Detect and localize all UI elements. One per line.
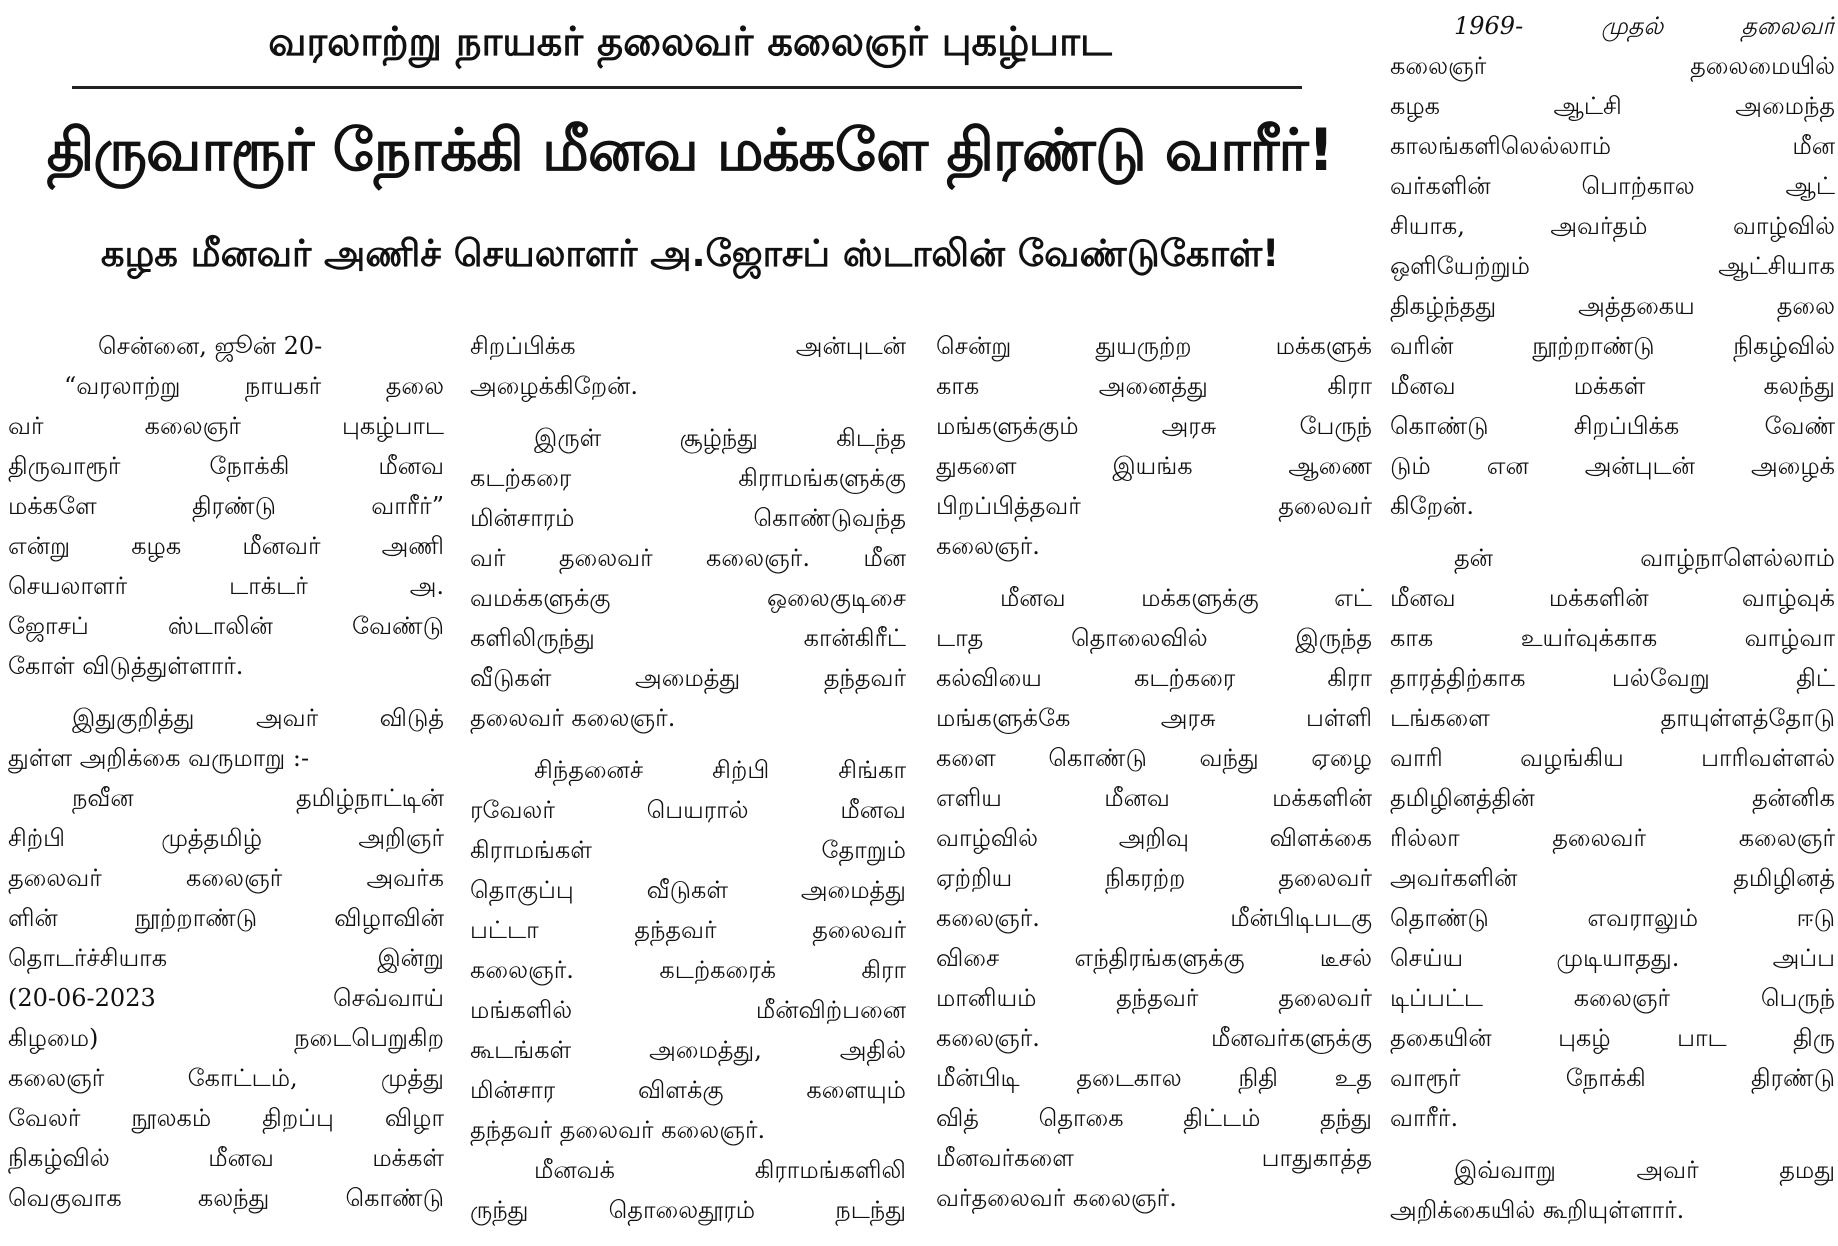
text-line: “வரலாற்று நாயகர் தலை xyxy=(64,372,444,400)
text-line: காலங்களிலெல்லாம் மீன xyxy=(1390,132,1835,160)
text-line: கலைஞர். மீனவர்களுக்கு xyxy=(936,1024,1372,1052)
text-line: தலைவர் கலைஞர் அவர்க xyxy=(8,864,444,892)
text-line: என்று கழக மீனவர் அணி xyxy=(8,532,444,560)
text-line: கிழமை) நடைபெறுகிற xyxy=(8,1024,444,1052)
text-line: ஜோசப் ஸ்டாலின் வேண்டு xyxy=(8,612,444,640)
text-line: ரில்லா தலைவர் கலைஞர் xyxy=(1390,824,1835,852)
text-line: திருவாரூர் நோக்கி மீனவ xyxy=(8,452,444,480)
text-line: மக்களே திரண்டு வாரீர்” xyxy=(8,492,444,520)
article-kicker: வரலாற்று நாயகர் தலைவர் கலைஞர் புகழ்பாட xyxy=(268,19,1112,65)
text-line: மீன்பிடி தடைகால நிதி உத xyxy=(936,1064,1372,1092)
text-line: மீனவ மக்களுக்கு எட் xyxy=(1000,584,1372,612)
text-line: துள்ள அறிக்கை வருமாறு :- xyxy=(8,744,310,772)
text-line: தாரத்திற்காக பல்வேறு திட் xyxy=(1390,664,1835,692)
text-line: மின்சாரம் கொண்டுவந்த xyxy=(470,504,906,532)
text-line: சிற்பி முத்தமிழ் அறிஞர் xyxy=(8,824,444,852)
text-line: கலைஞர். xyxy=(936,532,1040,560)
text-line: கூடங்கள் அமைத்து, அதில் xyxy=(470,1036,906,1064)
text-line: களிலிருந்து கான்கிரீட் xyxy=(470,624,906,652)
text-line: சிந்தனைச் சிற்பி சிங்கா xyxy=(534,756,906,784)
text-line: வமக்களுக்கு ஒலைகுடிசை xyxy=(470,584,906,612)
article-column-1 xyxy=(8,326,444,1218)
text-line: மீனவர்களை பாதுகாத்த xyxy=(936,1144,1372,1172)
text-line: ருந்து தொலைதூரம் நடந்து xyxy=(470,1196,906,1224)
text-line: மானியம் தந்தவர் தலைவர் xyxy=(936,984,1372,1012)
text-line: கடற்கரை கிராமங்களுக்கு xyxy=(470,464,906,492)
text-line: வாரூர் நோக்கி திரண்டு xyxy=(1390,1064,1835,1092)
text-line: ளின் நூற்றாண்டு விழாவின் xyxy=(8,904,444,932)
text-line: டங்களை தாயுள்ளத்தோடு xyxy=(1390,704,1835,732)
text-line: கொண்டு சிறப்பிக்க வேண் xyxy=(1390,412,1835,440)
text-line: மங்களுக்கே அரசு பள்ளி xyxy=(936,704,1372,732)
article-column-2 xyxy=(470,326,906,1230)
text-line: சென்று துயருற்ற மக்களுக் xyxy=(936,332,1372,360)
text-line: எளிய மீனவ மக்களின் xyxy=(936,784,1372,812)
text-line: ஒளியேற்றும் ஆட்சியாக xyxy=(1390,252,1835,280)
text-line: களை கொண்டு வந்து ஏழை xyxy=(936,744,1372,772)
article-column-4 xyxy=(1390,6,1835,1230)
text-line: திகழ்ந்தது அத்தகைய தலை xyxy=(1390,292,1835,320)
text-line: வர் கலைஞர் புகழ்பாட xyxy=(8,412,444,440)
text-line: கலைஞர் தலைமையில் xyxy=(1390,52,1835,80)
text-line: வாழ்வில் அறிவு விளக்கை xyxy=(936,824,1372,852)
article-column-3 xyxy=(936,326,1372,1218)
text-line: கலைஞர் கோட்டம், முத்து xyxy=(8,1064,444,1092)
text-line: மீனவ மக்கள் கலந்து xyxy=(1390,372,1835,400)
text-line: தொகுப்பு வீடுகள் அமைத்து xyxy=(470,876,906,904)
text-line: அறிக்கையில் கூறியுள்ளார். xyxy=(1390,1196,1685,1224)
text-line: கோள் விடுத்துள்ளார். xyxy=(8,652,244,680)
text-line: வீடுகள் அமைத்து தந்தவர் xyxy=(470,664,906,692)
text-line: டும் என அன்புடன் அழைக் xyxy=(1390,452,1835,480)
text-line: தொடர்ச்சியாக இன்று xyxy=(8,944,444,972)
text-line: பட்டா தந்தவர் தலைவர் xyxy=(470,916,906,944)
text-line: வித் தொகை திட்டம் தந்து xyxy=(936,1104,1372,1132)
text-line: மங்களில் மீன்விற்பனை xyxy=(470,996,906,1024)
text-line: (20-06-2023 செவ்வாய் xyxy=(8,984,444,1012)
kicker-rule xyxy=(72,86,1302,89)
text-line: காக உயர்வுக்காக வாழ்வா xyxy=(1390,624,1835,652)
text-line: வர்களின் பொற்கால ஆட் xyxy=(1390,172,1835,200)
text-line: தன் வாழ்நாளெல்லாம் xyxy=(1454,544,1835,572)
text-line: நவீன தமிழ்நாட்டின் xyxy=(72,784,444,812)
text-line: வரின் நூற்றாண்டு நிகழ்வில் xyxy=(1390,332,1835,360)
text-line: பிறப்பித்தவர் தலைவர் xyxy=(936,492,1372,520)
text-line: மீனவ மக்களின் வாழ்வுக் xyxy=(1390,584,1835,612)
text-line: தொண்டு எவராலும் ஈடு xyxy=(1390,904,1835,932)
text-line: செயலாளர் டாக்டர் அ. xyxy=(8,572,444,600)
text-line: வெகுவாக கலந்து கொண்டு xyxy=(8,1184,444,1212)
text-line: காக அனைத்து கிரா xyxy=(936,372,1372,400)
text-line: தமிழினத்தின் தன்னிக xyxy=(1390,784,1835,812)
text-line: சியாக, அவர்தம் வாழ்வில் xyxy=(1390,212,1835,240)
article-subhead: கழக மீனவர் அணிச் செயலாளர் அ.ஜோசப் ஸ்டாலின் வேண்டுகோள்! xyxy=(100,232,1280,275)
text-line: இருள் சூழ்ந்து கிடந்த xyxy=(534,424,906,452)
text-line: கல்வியை கடற்கரை கிரா xyxy=(936,664,1372,692)
text-line: வர் தலைவர் கலைஞர். மீன xyxy=(470,544,906,572)
text-line: மங்களுக்கும் அரசு பேருந் xyxy=(936,412,1372,440)
text-line: அழைக்கிறேன். xyxy=(470,372,638,400)
text-line: அவர்களின் தமிழினத் xyxy=(1390,864,1835,892)
text-line: தந்தவர் தலைவர் கலைஞர். xyxy=(470,1116,766,1144)
text-line: வர்தலைவர் கலைஞர். xyxy=(936,1184,1177,1212)
text-line: ஏற்றிய நிகரற்ற தலைவர் xyxy=(936,864,1372,892)
text-line: மீனவக் கிராமங்களிலி xyxy=(534,1156,906,1184)
text-line: டிப்பட்ட கலைஞர் பெருந் xyxy=(1390,984,1835,1012)
text-line: வேலர் நூலகம் திறப்பு விழா xyxy=(8,1104,444,1132)
text-line: கிராமங்கள் தோறும் xyxy=(470,836,906,864)
text-line: இவ்வாறு அவர் தமது xyxy=(1454,1156,1835,1184)
text-line: கலைஞர். மீன்பிடிபடகு xyxy=(936,904,1372,932)
text-line: இதுகுறித்து அவர் விடுத் xyxy=(72,704,444,732)
text-line: தகையின் புகழ் பாட திரு xyxy=(1390,1024,1835,1052)
text-line: ரவேலர் பெயரால் மீனவ xyxy=(470,796,906,824)
text-line: வாரி வழங்கிய பாரிவள்ளல் xyxy=(1390,744,1835,772)
text-line: சிறப்பிக்க அன்புடன் xyxy=(470,332,906,360)
text-line: கிறேன். xyxy=(1390,492,1474,520)
text-line: டாத தொலைவில் இருந்த xyxy=(936,624,1372,652)
text-line: விசை எந்திரங்களுக்கு டீசல் xyxy=(936,944,1372,972)
text-line: 1969- முதல் தலைவர் xyxy=(1454,12,1835,40)
article-headline: திருவாரூர் நோக்கி மீனவ மக்களே திரண்டு வாரீர்! xyxy=(46,116,1334,184)
text-line: நிகழ்வில் மீனவ மக்கள் xyxy=(8,1144,444,1172)
text-line: தலைவர் கலைஞர். xyxy=(470,704,676,732)
text-line: மின்சார விளக்கு களையும் xyxy=(470,1076,906,1104)
text-line: துகளை இயங்க ஆணை xyxy=(936,452,1372,480)
text-line: வாரீர். xyxy=(1390,1104,1459,1132)
text-line: கழக ஆட்சி அமைந்த xyxy=(1390,92,1835,120)
dateline: சென்னை, ஜூன் 20- xyxy=(98,332,323,360)
text-line: கலைஞர். கடற்கரைக் கிரா xyxy=(470,956,906,984)
text-line: செய்ய முடியாதது. அப்ப xyxy=(1390,944,1835,972)
